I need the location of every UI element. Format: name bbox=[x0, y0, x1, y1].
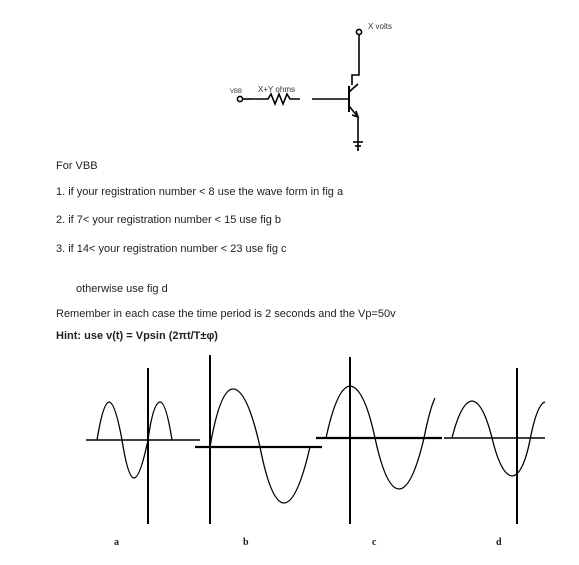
waveform-a bbox=[86, 368, 200, 524]
waveform-d bbox=[444, 368, 545, 524]
hint-text: Hint: use v(t) = Vpsin (2πt/T±φ) bbox=[56, 330, 218, 342]
fig-label-d: d bbox=[496, 537, 502, 548]
fig-label-a: a bbox=[114, 537, 119, 548]
vbb-label: VBB bbox=[230, 89, 243, 95]
rule-2: 2. if 7< your registration number < 15 use fig b bbox=[56, 214, 282, 226]
rule-1: 1. if your registration number < 8 use the wave form in fig a bbox=[56, 186, 344, 198]
remember-text: Remember in each case the time period is 2 seconds and the Vp=50v bbox=[56, 308, 396, 320]
resistor-label: X+Y ohms bbox=[258, 85, 295, 94]
waveform-b bbox=[195, 355, 322, 524]
fig-label-c: c bbox=[372, 537, 377, 548]
otherwise-text: otherwise use fig d bbox=[76, 283, 168, 295]
collector-label: X volts bbox=[368, 22, 393, 31]
fig-label-b: b bbox=[243, 537, 249, 548]
rule-3: 3. if 14< your registration number < 23 use fig c bbox=[56, 243, 287, 255]
for-vbb-label: For VBB bbox=[56, 160, 98, 172]
waveform-c bbox=[316, 357, 442, 524]
